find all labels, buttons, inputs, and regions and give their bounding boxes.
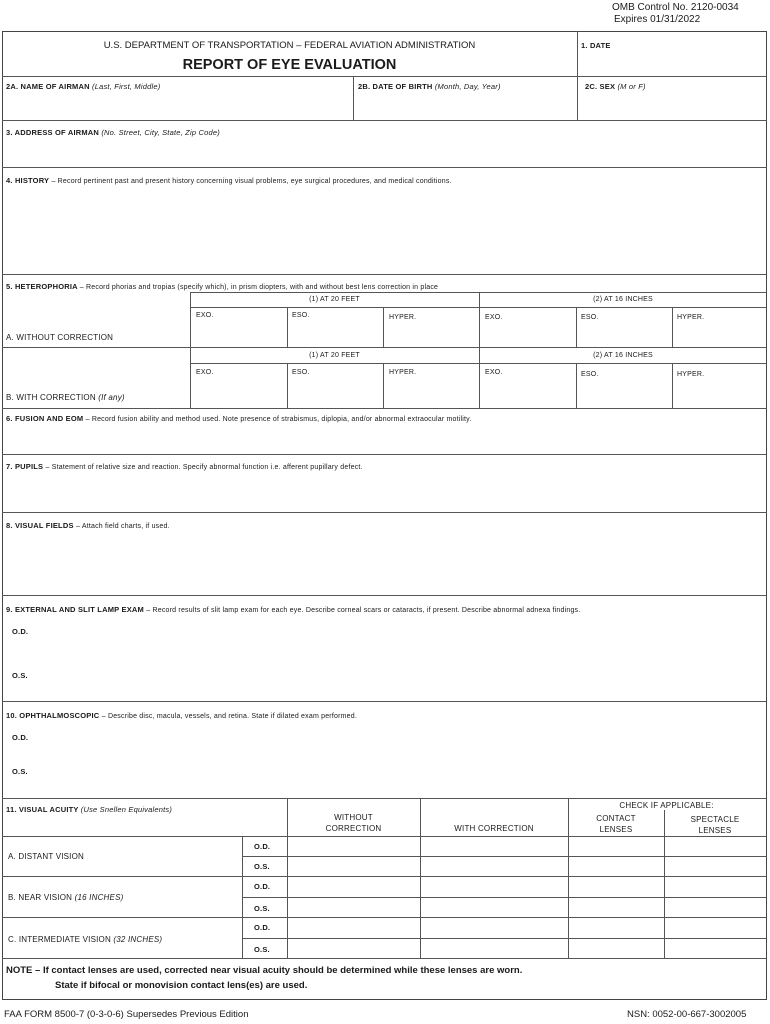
slit-lamp-label: 9. EXTERNAL AND SLIT LAMP EXAM – Record results of slit lamp exam for each eye. Describe corneal scars or cataracts, if present. Describe abnormal adnexa findings. [6,605,581,614]
distant-od-without-input[interactable] [289,838,418,855]
het-b-20ft-exo-input[interactable] [192,382,285,406]
date-label: 1. DATE [581,41,611,50]
visual-fields-label: 8. VISUAL FIELDS – Attach field charts, if used. [6,521,170,530]
intermediate-vision-label: C. INTERMEDIATE VISION (32 INCHES) [8,935,163,944]
divider [577,31,578,76]
divider [190,363,767,364]
date-input[interactable] [580,53,764,74]
exo-label: EXO. [196,312,214,319]
dob-label: 2B. DATE OF BIRTH (Month, Day, Year) [358,82,501,91]
ophthalmoscopic-os-label: O.S. [12,767,28,776]
near-os-with-input[interactable] [422,899,566,916]
divider [672,363,673,408]
intermediate-od-without-input[interactable] [289,919,418,937]
het-b-20ft-hyper-input[interactable] [385,382,477,406]
het-a-16in-hyper-input[interactable] [674,323,764,345]
eso-label: ESO. [292,312,310,319]
sex-label: 2C. SEX (M or F) [585,82,646,91]
without-correction-header: WITHOUT CORRECTION [325,813,382,833]
sex-input[interactable] [580,94,764,118]
note-line-1: NOTE – If contact lenses are used, corrected near visual acuity should be determined while these lenses are worn. [6,965,523,976]
exo-label: EXO. [196,369,214,376]
without-correction-label: A. WITHOUT CORRECTION [6,333,114,342]
agency-title: U.S. DEPARTMENT OF TRANSPORTATION – FEDERAL AVIATION ADMINISTRATION [103,40,476,51]
note-line-2: State if bifocal or monovision contact lens(es) are used. [55,980,308,991]
eso-label: ESO. [581,371,599,378]
divider [242,897,767,898]
intermediate-od-spectacle-check[interactable] [666,919,764,937]
expiration-date: Expires 01/31/2022 [614,14,701,25]
slit-lamp-od-label: O.D. [12,627,29,636]
distant-vision-label: A. DISTANT VISION [8,852,85,861]
intermediate-od-contact-check[interactable] [570,919,662,937]
intermediate-os-with-input[interactable] [422,940,566,957]
distant-od-with-input[interactable] [422,838,566,855]
near-vision-label: B. NEAR VISION (16 INCHES) [8,893,124,902]
divider [577,76,578,120]
near-os-spectacle-check[interactable] [666,899,764,916]
divider [287,363,288,408]
ophthalmoscopic-od-input[interactable] [40,727,762,747]
distant-os-spectacle-check[interactable] [666,858,764,875]
het-a-20ft-eso-input[interactable] [289,323,381,345]
divider [2,701,767,702]
intermediate-os-without-input[interactable] [289,940,418,957]
intermediate-od-with-input[interactable] [422,919,566,937]
ophthalmoscopic-os-input[interactable] [40,761,762,781]
divider [383,307,384,347]
heterophoria-b-20-feet: (1) AT 20 FEET [309,352,360,359]
with-correction-label: B. WITH CORRECTION (If any) [6,393,125,402]
fusion-label: 6. FUSION AND EOM – Record fusion ability and method used. Note presence of strabismus, diplopia, and/or abnormal extraocular motility. [6,414,472,423]
het-b-16in-hyper-input[interactable] [674,382,764,406]
name-label: 2A. NAME OF AIRMAN (Last, First, Middle) [6,82,161,91]
divider [242,938,767,939]
divider [420,798,421,958]
exo-label: EXO. [485,369,503,376]
distant-os-with-input[interactable] [422,858,566,875]
distant-os-without-input[interactable] [289,858,418,875]
heterophoria-label: 5. HETEROPHORIA – Record phorias and tropias (specify which), in prism diopters, with and without best lens correction in place [6,282,439,291]
het-b-16in-exo-input[interactable] [481,382,574,406]
divider [353,76,354,120]
slit-lamp-os-input[interactable] [40,665,762,685]
het-a-16in-exo-input[interactable] [481,323,574,345]
near-os-contact-check[interactable] [570,899,662,916]
divider [576,363,577,408]
near-od-spectacle-check[interactable] [666,878,764,896]
divider [2,512,767,513]
omb-control-number: OMB Control No. 2120-0034 [612,2,739,13]
divider [2,347,767,348]
divider [576,307,577,347]
het-b-20ft-eso-input[interactable] [289,382,381,406]
hyper-label: HYPER. [677,371,705,378]
slit-lamp-od-input[interactable] [40,621,762,641]
address-input[interactable] [5,142,763,166]
near-od-without-input[interactable] [289,878,418,896]
dob-input[interactable] [356,94,576,118]
with-correction-header: WITH CORRECTION [454,824,534,833]
near-os-without-input[interactable] [289,899,418,916]
divider [672,307,673,347]
ophthalmoscopic-label: 10. OPHTHALMOSCOPIC – Describe disc, macula, vessels, and retina. State if dilated exam performed. [6,711,357,720]
address-label: 3. ADDRESS OF AIRMAN (No. Street, City, State, Zip Code) [6,128,220,137]
exo-label: EXO. [485,314,503,321]
name-input[interactable] [5,94,351,118]
near-od-with-input[interactable] [422,878,566,896]
near-os-label: O.S. [254,904,270,913]
het-a-20ft-exo-input[interactable] [192,323,285,345]
divider [2,408,767,409]
divider [2,595,767,596]
divider [2,120,767,121]
ophthalmoscopic-od-label: O.D. [12,733,29,742]
distant-os-contact-check[interactable] [570,858,662,875]
hyper-label: HYPER. [389,314,417,321]
distant-od-contact-check[interactable] [570,838,662,855]
eso-label: ESO. [581,314,599,321]
divider [2,76,767,77]
distant-od-spectacle-check[interactable] [666,838,764,855]
visual-fields-input[interactable] [5,534,767,596]
het-b-16in-eso-input[interactable] [578,382,670,406]
intermediate-os-label: O.S. [254,945,270,954]
contact-lenses-header: CONTACT LENSES [596,814,636,834]
pupils-input[interactable] [5,474,767,514]
form-title: REPORT OF EYE EVALUATION [182,57,397,73]
intermediate-os-contact-check[interactable] [570,940,662,957]
divider [242,856,767,857]
near-od-contact-check[interactable] [570,878,662,896]
spectacle-lenses-header: SPECTACLE LENSES [690,815,740,835]
pupils-label: 7. PUPILS – Statement of relative size and reaction. Specify abnormal function i.e. afferent pupillary defect. [6,462,363,471]
divider [190,307,767,308]
divider [2,454,767,455]
nsn-number: NSN: 0052-00-667-3002005 [627,1009,747,1020]
heterophoria-a-20-feet: (1) AT 20 FEET [309,296,360,303]
divider [2,798,767,799]
near-od-label: O.D. [254,882,271,891]
het-a-20ft-hyper-input[interactable] [385,323,477,345]
hyper-label: HYPER. [389,369,417,376]
intermediate-os-spectacle-check[interactable] [666,940,764,957]
divider [383,363,384,408]
eso-label: ESO. [292,369,310,376]
het-a-16in-eso-input[interactable] [578,323,670,345]
visual-acuity-label: 11. VISUAL ACUITY (Use Snellen Equivalents) [6,805,173,814]
form-number: FAA FORM 8500-7 (0-3-0-6) Supersedes Previous Edition [4,1009,249,1020]
history-label: 4. HISTORY – Record pertinent past and present history concerning visual problems, eye surgical procedures, and medical conditions. [6,176,452,185]
divider [2,274,767,275]
hyper-label: HYPER. [677,314,705,321]
divider [2,917,767,918]
divider [2,958,767,959]
heterophoria-b-16-inches: (2) AT 16 INCHES [593,352,653,359]
slit-lamp-os-label: O.S. [12,671,28,680]
heterophoria-a-16-inches: (2) AT 16 INCHES [593,296,653,303]
distant-od-label: O.D. [254,842,271,851]
divider [2,876,767,877]
history-input[interactable] [5,190,767,274]
check-if-applicable-header: CHECK IF APPLICABLE: [619,801,714,810]
divider [287,307,288,347]
divider [2,836,767,837]
distant-os-label: O.S. [254,862,270,871]
fusion-input[interactable] [5,426,767,456]
intermediate-od-label: O.D. [254,923,271,932]
divider [2,167,767,168]
